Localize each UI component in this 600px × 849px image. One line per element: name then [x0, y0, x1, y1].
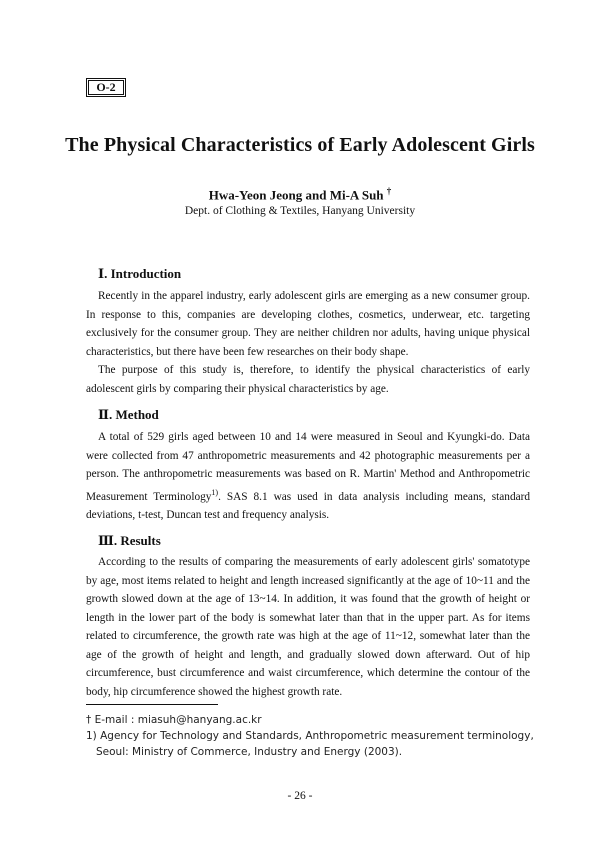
results-body [86, 553, 530, 701]
introduction-body [86, 287, 530, 398]
section-heading-method: Ⅱ. Method [98, 407, 159, 422]
corresponding-author-mark: † [386, 186, 392, 196]
author-names: Hwa-Yeon Jeong and Mi-A Suh [208, 187, 384, 203]
paper-title: The Physical Characteristics of Early Adolescent Girls [65, 134, 535, 156]
affiliation: Dept. of Clothing & Textiles, Hanyang University [184, 205, 416, 217]
reference-mark: 1) [211, 487, 219, 497]
footnote-email: † E-mail : miasuh@hanyang.ac.kr [86, 714, 262, 726]
method-body [86, 428, 530, 524]
footnote-reference-1: 1) Agency for Technology and Standards, Anthropometric measurement terminology, Seoul: Ministry of Commerce, Industry and Energy (2003). [86, 730, 534, 758]
paper-label-box: O-2 [86, 78, 126, 97]
introduction-paragraph: Recently in the apparel industry, early adolescent girls are emerging as a new consumer group. In response to this, companies are developing clothes, cosmetics, underwear, etc. targeting exclusively for the consumer group. They are neither children nor adults, having unique physical characteristics, but there have been few researches on their body shape. [86, 290, 530, 358]
method-text-part-b: . SAS 8.1 was used in data analysis including means, standard deviations, t-test, Duncan test and frequency analysis. [86, 490, 531, 521]
method-paragraph [86, 428, 530, 524]
author-line [0, 186, 600, 203]
introduction-paragraph: The purpose of this study is, therefore, to identify the physical characteristics of early adolescent girls by comparing their physical characteristics by age. [86, 364, 530, 395]
results-paragraph: According to the results of comparing the measurements of early adolescent girls' somatotype by age, most items related to height and length increased significantly at the age of 10~11 and the growth slowed down at the age of 13~14. In addition, it was found that the growth of height or length in the lower part of the body is somewhat later than that in the upper part. As for items related to circumference, the growth rate was high at the age of 11~12, somewhat later than the age of the growth of height and length, and gradually slowed down afterward. Out of hip circumference, bust circumference and waist circumference, which determine the contour of the body, hip circumference showed the highest growth rate. [86, 556, 530, 698]
footnote-divider [86, 704, 218, 705]
page-number: - 26 - [287, 790, 313, 802]
section-heading-results: Ⅲ. Results [98, 533, 161, 548]
section-heading-introduction: Ⅰ. Introduction [98, 266, 182, 281]
footnotes [86, 712, 536, 760]
method-text-part-a: A total of 529 girls aged between 10 and 14 were measured in Seoul and Kyungki-do. Data were collected from 47 anthropometric measurements and 42 photographic measurements per a person. The anthropometric measurements was based on R. Martin' Method and Anthropometric Measurement Terminology [86, 431, 530, 503]
